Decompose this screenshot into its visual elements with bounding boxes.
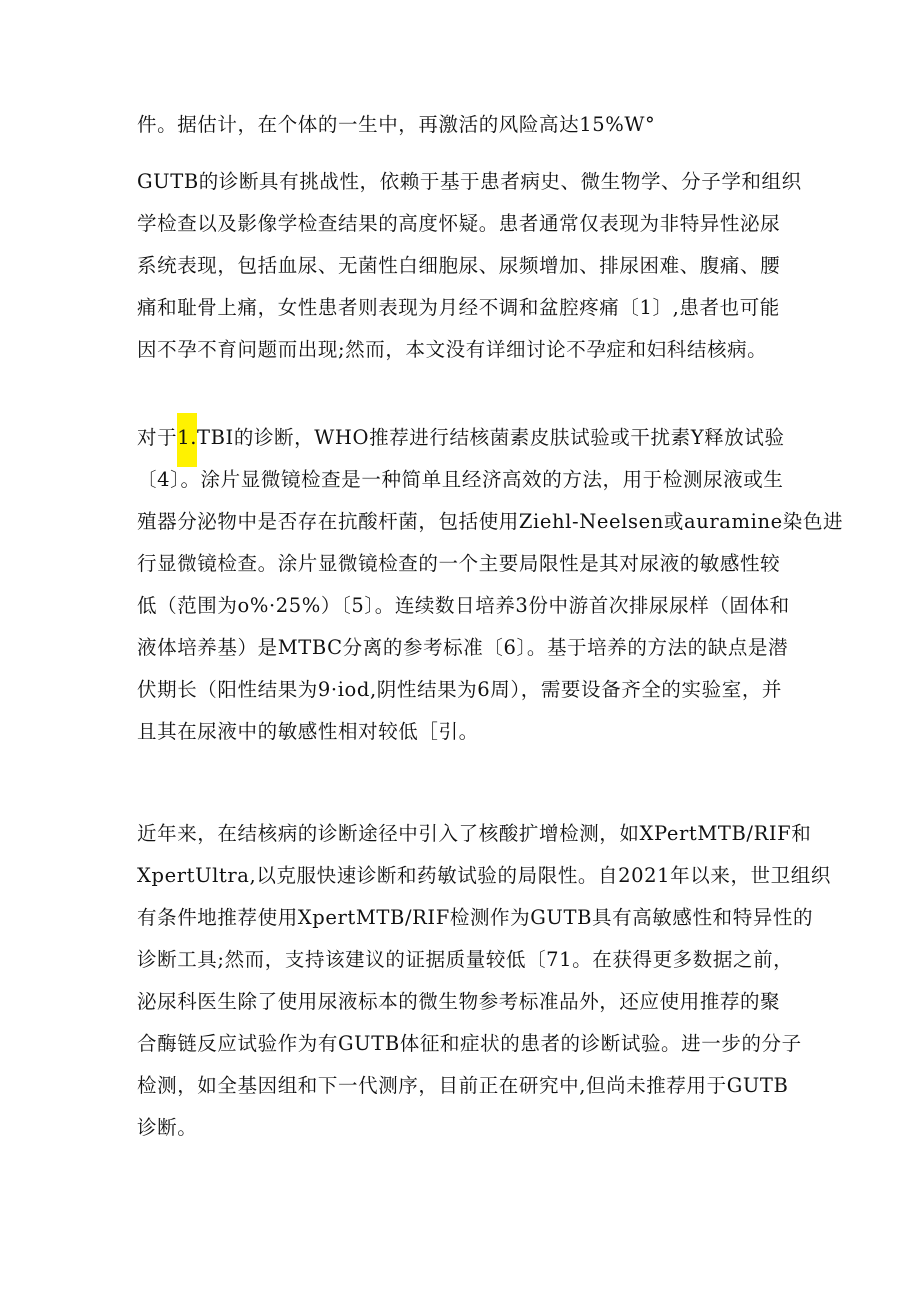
paragraph-ltbi-testing — [137, 417, 844, 753]
text-line: 泌尿科医生除了使用尿液标本的微生物参考标准品外，还应使用推荐的聚 — [137, 990, 781, 1013]
text-line: 行显微镜检查。涂片显微镜检查的一个主要局限性是其对尿液的敏感性较 — [137, 552, 781, 575]
text-line: 且其在尿液中的敏感性相对较低［引。 — [137, 720, 479, 743]
text-line-first — [137, 417, 787, 459]
text-line: 殖器分泌物中是否存在抗酸杆菌，包括使用Ziehl-Neelsen或auramine染色进 — [137, 510, 844, 533]
text-line: 液体培养基）是MTBC分离的参考标准〔6〕。基于培养的方法的缺点是潜 — [137, 636, 789, 659]
text-line: 系统表现，包括血尿、无菌性白细胞尿、尿频增加、排尿困难、腹痛、腰 — [137, 254, 781, 277]
line-rest: TBI的诊断，WHO推荐进行结核菌素皮肤试验或干扰素Y释放试验 — [197, 426, 785, 449]
highlighted-text: 1. — [177, 413, 197, 467]
text-line: 〔4〕。涂片显微镜检查是一种简单且经济高效的方法，用于检测尿液或生 — [137, 468, 784, 491]
text-line: 近年来，在结核病的诊断途径中引入了核酸扩增检测，如XPertMTB/RIF和 — [137, 822, 812, 845]
text-line: 诊断。 — [137, 1116, 198, 1139]
text-line: XpertUltra,以克服快速诊断和药敏试验的局限性。自2021年以来，世卫组织 — [137, 864, 831, 887]
text-line: 学检查以及影像学检查结果的高度怀疑。患者通常仅表现为非特异性泌尿 — [137, 212, 781, 235]
text-line: 检测，如全基因组和下一代测序，目前正在研究中,但尚未推荐用于GUTB — [137, 1074, 789, 1097]
text-line: 有条件地推荐使用XpertMTB/RIF检测作为GUTB具有高敏感性和特异性的 — [137, 906, 814, 929]
text-line: 合酶链反应试验作为有GUTB体征和症状的患者的诊断试验。进一步的分子 — [137, 1032, 802, 1055]
text-line: 因不孕不育问题而出现;然而，本文没有详细讨论不孕症和妇科结核病。 — [137, 338, 768, 361]
line-prefix: 对于 — [137, 426, 178, 449]
text-line: 痛和耻骨上痛，女性患者则表现为月经不调和盆腔疼痛〔1〕,患者也可能 — [137, 296, 780, 319]
text-line: 低（范围为o%·25%）〔5〕。连续数日培养3份中游首次排尿尿样（固体和 — [137, 594, 790, 617]
paragraph-gutb-diagnosis-challenge — [137, 161, 802, 371]
text-line: 诊断工具;然而，支持该建议的证据质量较低〔71。在获得更多数据之前， — [137, 948, 794, 971]
text-line: 伏期长（阳性结果为9·iod,阴性结果为6周），需要设备齐全的实验室，并 — [137, 678, 783, 701]
paragraph-reactivation-risk — [137, 104, 787, 146]
text-line: GUTB的诊断具有挑战性，依赖于基于患者病史、微生物学、分子学和组织 — [137, 170, 802, 193]
text-line: 件。据估计，在个体的一生中，再激活的风险高达15%W° — [137, 113, 656, 136]
paragraph-nucleic-acid-testing — [137, 813, 831, 1149]
